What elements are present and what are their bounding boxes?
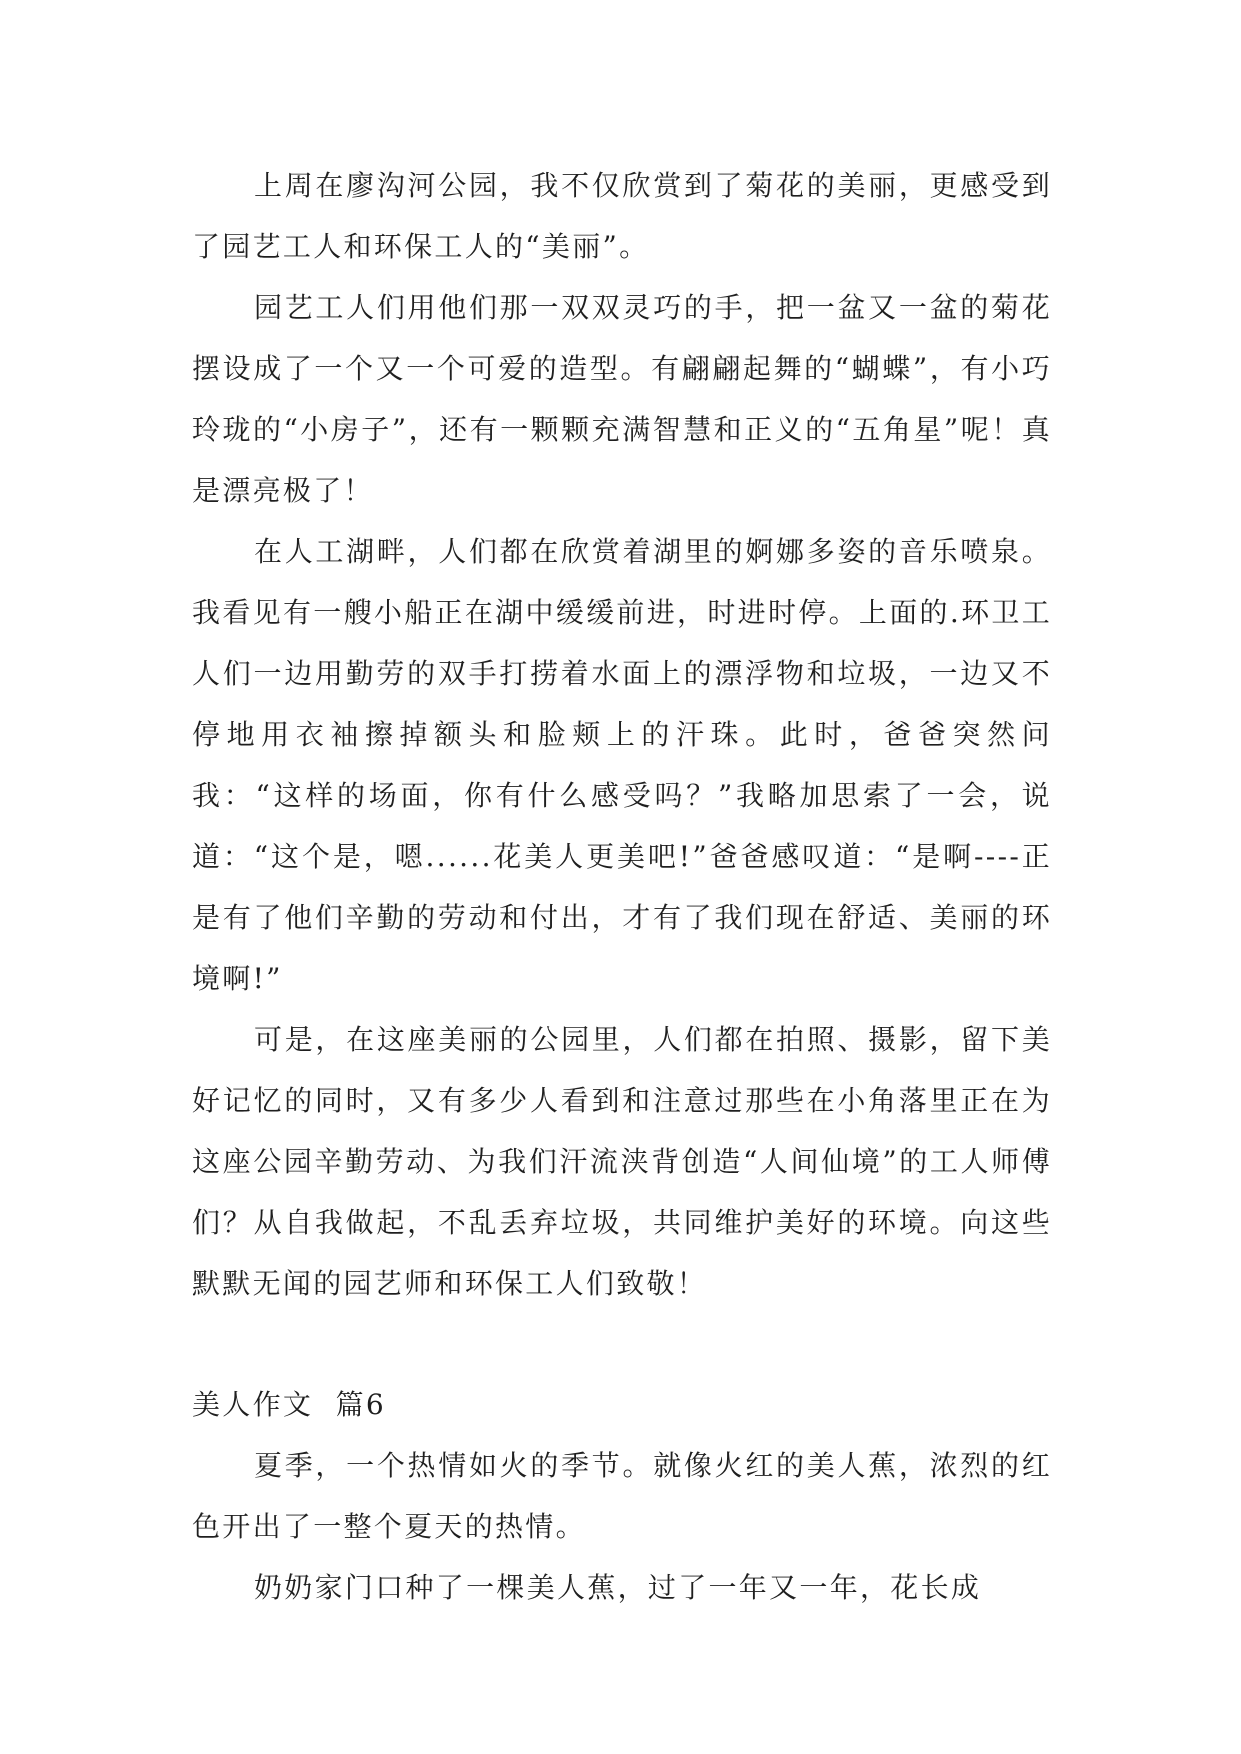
paragraph: 在人工湖畔，人们都在欣赏着湖里的婀娜多姿的音乐喷泉。我看见有一艘小船正在湖中缓缓前进，时进时停。上面的.环卫工人们一边用勤劳的双手打捞着水面上的漂浮物和垃圾，一边又不停地用衣袖擦掉额头和脸颊上的汗珠。此时，爸爸突然问我：“这样的场面，你有什么感受吗？”我略加思索了一会，说道：“这个是，嗯......花美人更美吧!”爸爸感叹道：“是啊----正是有了他们辛勤的劳动和付出，才有了我们现在舒适、美丽的环境啊!”	[192, 535, 1052, 995]
paragraph: 夏季，一个热情如火的季节。就像火红的美人蕉，浓烈的红色开出了一整个夏天的热情。	[192, 1449, 1052, 1543]
paragraph: 可是，在这座美丽的公园里，人们都在拍照、摄影，留下美好记忆的同时，又有多少人看到和注意过那些在小角落里正在为这座公园辛勤劳动、为我们汗流浃背创造“人间仙境”的工人师傅们？从自我做起，不乱丢弃垃圾，共同维护美好的环境。向这些默默无闻的园艺师和环保工人们致敬！	[192, 1023, 1052, 1300]
section-heading: 美人作文 篇6	[192, 1388, 387, 1421]
document-body	[192, 155, 1052, 1618]
paragraph: 园艺工人们用他们那一双双灵巧的手，把一盆又一盆的菊花摆设成了一个又一个可爱的造型。有翩翩起舞的“蝴蝶”，有小巧玲珑的“小房子”，还有一颗颗充满智慧和正义的“五角星”呢！真是漂亮极了！	[192, 291, 1052, 507]
paragraph: 奶奶家门口种了一棵美人蕉，过了一年又一年，花长成	[254, 1571, 982, 1604]
paragraph: 上周在廖沟河公园，我不仅欣赏到了菊花的美丽，更感受到了园艺工人和环保工人的“美丽”。	[192, 169, 1052, 263]
